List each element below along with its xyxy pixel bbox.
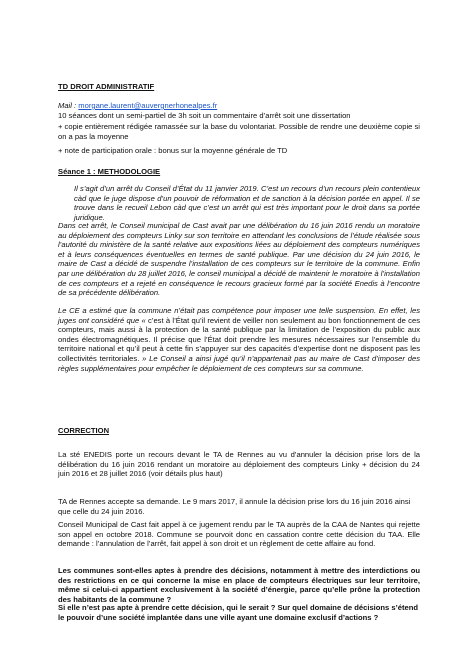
section-title-correction: CORRECTION: [58, 426, 110, 435]
info-line-3: + note de participation orale : bonus sur la moyenne générale de TD: [58, 146, 288, 155]
info-line-2: + copie entièrement rédigée ramassée sur la base du volontariat. Possible de rendre une deuxième copie si on a pas la moyenne: [58, 122, 420, 141]
mail-link[interactable]: morgane.laurent@auvergnerhonealpes.fr: [78, 101, 218, 110]
info-line-1: 10 séances dont un semi-partiel de 3h soit un commentaire d’arrêt soit une dissertation: [58, 111, 351, 120]
seance-paragraph-2: Dans cet arrêt, le Conseil municipal de Cast avait par une délibération du 16 juin 2016 rendu un moratoire au déploiement des compteurs Linky sur son territoire en attendant les conclusions de l’étude réalisée sous l’autorité du ministère de la santé relative aux expositions liées au déploiement des compteurs numériques et à leurs conséquences éventuelles en termes de santé publique. Par une décision du 24 juin 2016, le maire de Cast a décidé de suspendre l’installation de ces compteurs sur le territoire de la commune. Enfin par une délibération du 28 juillet 2016, le conseil municipal a décidé de maintenir le moratoire à l’installation de ces compteurs et a rejeté en conséquence le recours gracieux formé par la société Enedis à l’encontre de sa précédente délibération.: [58, 221, 420, 298]
seance-paragraph-3: [58, 306, 420, 373]
correction-paragraph-3: Conseil Municipal de Cast fait appel à ce jugement rendu par le TA auprès de la CAA de Nantes qui rejette son appel en octobre 2018. Commune se pourvoit donc en cassation contre cette décision du TAA. Elle demande : l’annulation de l’arrêt, fait appel à son droit et un règlement de cette affaire au fond.: [58, 520, 420, 549]
section-title-seance: Séance 1 : METHODOLOGIE: [58, 167, 161, 176]
problem-question-2: Si elle n’est pas apte à prendre cette décision, qui le serait ? Sur quel domaine de décisions s’étend le pouvoir d’une société implantée dans une ville ayant une domaine exclusif d’actions ?: [58, 603, 418, 622]
doc-title: TD DROIT ADMINISTRATIF: [58, 82, 155, 91]
mail-label: Mail :: [58, 101, 79, 110]
problem-question-1: Les communes sont-elles aptes à prendre des décisions, notamment à mettre des interdictions ou des restrictions en ce qui concerne la mise en place de compteurs électriques sur leur territoire, même si celui-ci appartient exclusivement à la société d’énergie, parce qu’elle prône la protection des habitants de la commune ?: [58, 566, 420, 604]
correction-paragraph-1: La sté ENEDIS porte un recours devant le TA de Rennes au vu d’annuler la décision prise lors de la délibération du 16 juin 2016 rendant un moratoire au déploiement des compteurs Linky + décision du 24 juin 2016 et 28 juillet 2016 (voir détails plus haut): [58, 450, 420, 479]
paragraph-3-conclusion: » Le Conseil a ainsi jugé qu’il n’appartenait pas au maire de Cast d’imposer des règles supplémentaires pour empêcher le déploiement de ces compteurs sur sa commune.: [58, 353, 420, 373]
mail-line: [58, 101, 420, 111]
seance-paragraph-1: Il s’agit d’un arrêt du Conseil d’État du 11 janvier 2019. C’est un recours d’un recours plein contentieux càd que le juge dispose d’un pouvoir de réformation et de sanction à la décision portée en appel. Il se trouve dans le recueil Lebon càd que c’est un arrêt qui est très important pour le droit dans sa portée juridique.: [74, 184, 420, 222]
paragraph-3-intro: Le CE a estimé que la commune n’était pas compétence pour imposer une telle suspension. En effet, les juges ont considéré que «: [58, 306, 420, 325]
correction-paragraph-2: TA de Rennes accepte sa demande. Le 9 mars 2017, il annule la décision prise lors du 16 juin 2016 ainsi que celle du 24 juin 2016.: [58, 497, 411, 516]
paragraph-3-quote: c’est à l’État qu’il revient de veiller non seulement au bon fonctionnement de ces compteurs, mais aussi à la protection de la santé publique par la limitation de l’exposition du public aux ondes électromagnétiques. Il précise que l’État doit prendre les mesures nécessaires sur l’ensemble du territoire national et qu’il peut à cette fin s’appuyer sur des capacités d’expertise dont ne disposent pas les collectivités territoriales.: [58, 315, 420, 363]
